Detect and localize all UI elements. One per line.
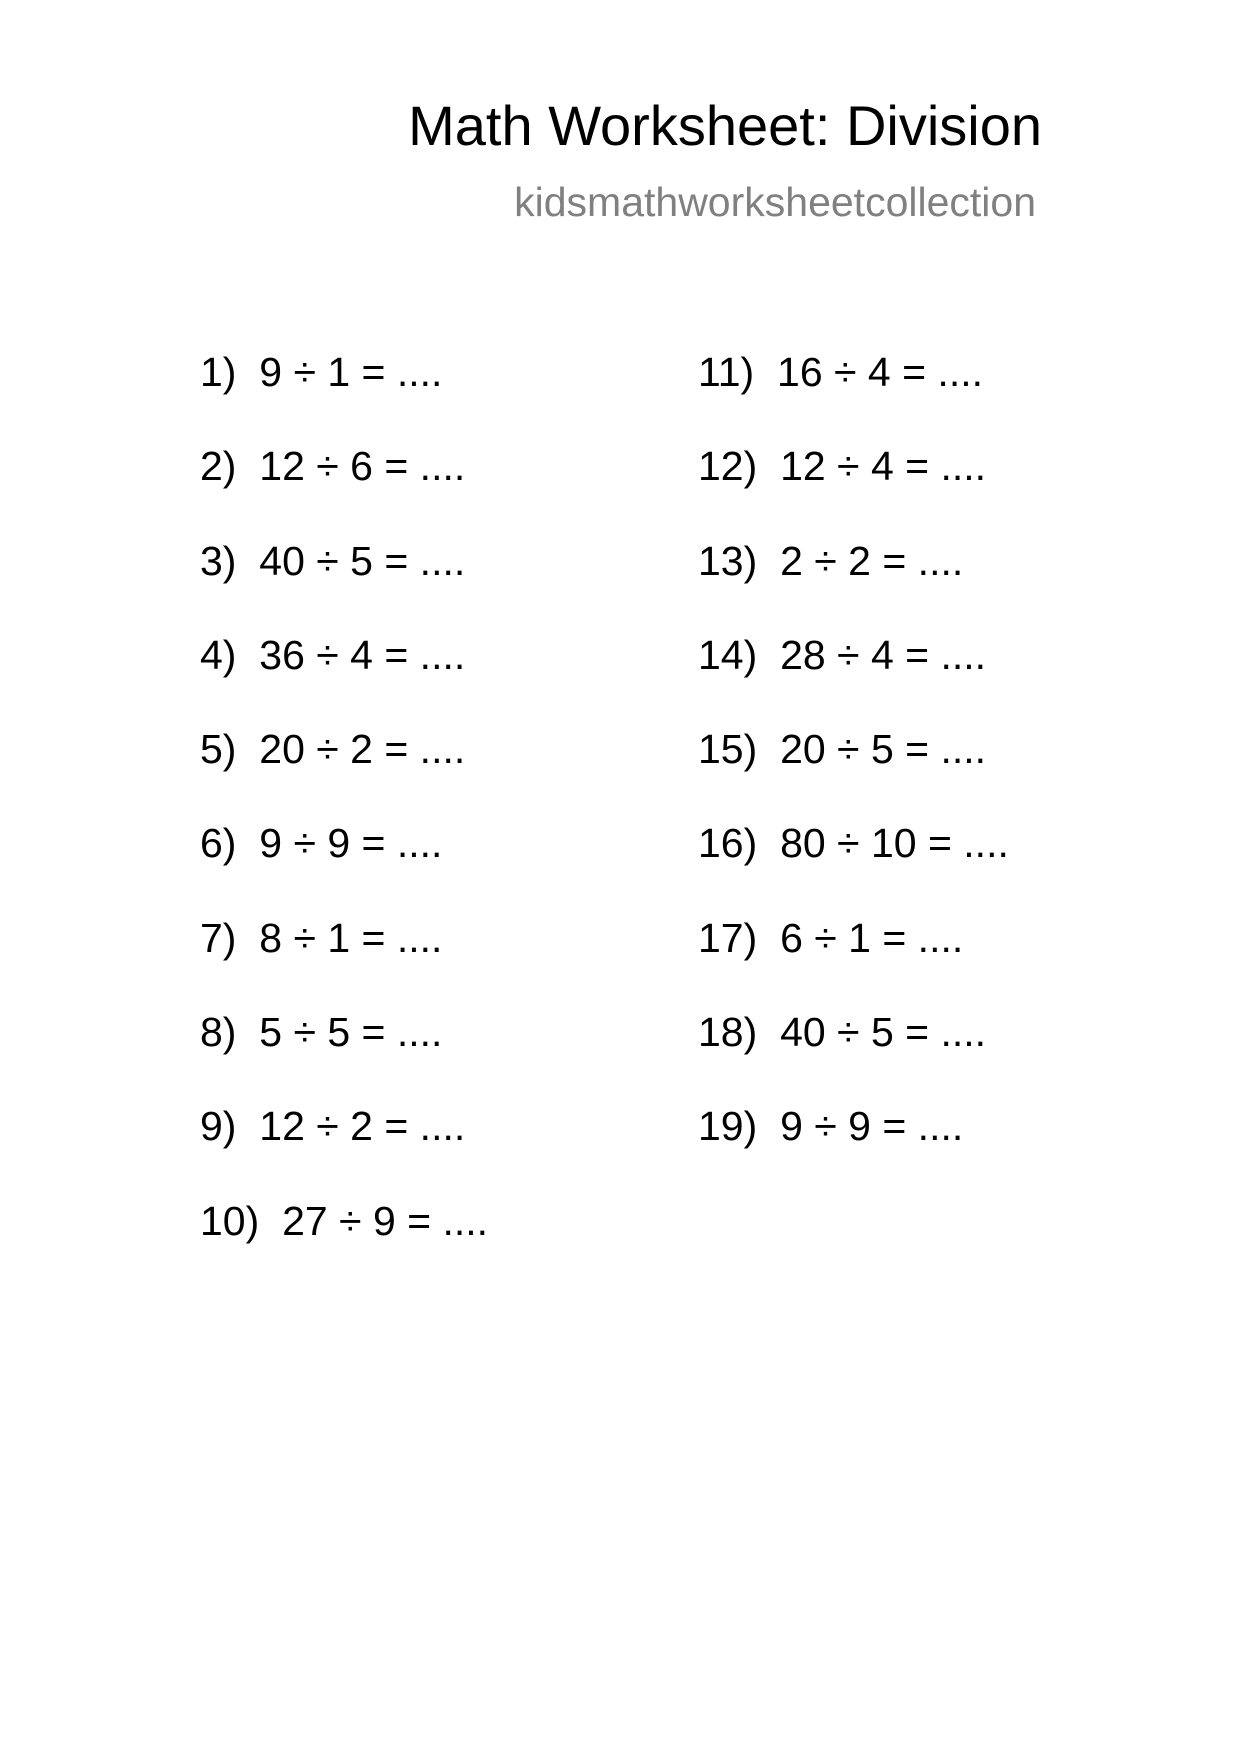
problem-4 (200, 631, 488, 729)
problem-expression: 9 ÷ 9 = .... (259, 820, 443, 867)
problem-expression: 6 ÷ 1 = .... (780, 914, 964, 961)
problem-9 (200, 1103, 488, 1200)
problem-number: 12) (698, 443, 758, 490)
problem-expression: 27 ÷ 9 = .... (282, 1197, 489, 1244)
problem-expression: 5 ÷ 5 = .... (259, 1009, 443, 1056)
problem-expression: 20 ÷ 5 = .... (780, 726, 987, 773)
problem-number: 15) (698, 726, 758, 773)
worksheet-title: Math Worksheet: Division (408, 94, 1042, 157)
problem-number: 11) (698, 349, 755, 395)
problem-expression: 9 ÷ 9 = .... (780, 1103, 964, 1150)
problem-number: 8) (200, 1009, 237, 1056)
problem-expression: 80 ÷ 10 = .... (780, 820, 1009, 867)
problem-17 (698, 914, 1009, 1012)
problem-expression: 40 ÷ 5 = .... (780, 1009, 987, 1056)
problem-number: 2) (200, 443, 237, 490)
problem-expression: 8 ÷ 1 = .... (259, 914, 443, 961)
problem-5 (200, 726, 488, 823)
problem-14 (698, 631, 1009, 729)
problem-number: 17) (698, 914, 758, 961)
problem-expression: 40 ÷ 5 = .... (259, 537, 466, 584)
worksheet-subtitle: kidsmathworksheetcollection (514, 179, 1036, 225)
problem-expression: 28 ÷ 4 = .... (780, 631, 987, 678)
problem-15 (698, 726, 1009, 823)
problem-expression: 12 ÷ 2 = .... (259, 1103, 466, 1150)
problem-number: 16) (698, 820, 758, 867)
problem-expression: 2 ÷ 2 = .... (780, 537, 964, 584)
problem-7 (200, 914, 488, 1012)
problems-right-column (698, 349, 1009, 1201)
problem-number: 9) (200, 1103, 237, 1150)
problem-19 (698, 1103, 1009, 1200)
problem-1 (200, 349, 488, 446)
problem-number: 18) (698, 1009, 758, 1056)
problem-number: 19) (698, 1103, 758, 1150)
problem-number: 1) (200, 349, 237, 395)
problem-10 (200, 1197, 489, 1295)
problem-3 (200, 537, 488, 635)
problem-number: 14) (698, 631, 758, 678)
problem-13 (698, 537, 1009, 635)
problem-expression: 36 ÷ 4 = .... (259, 631, 466, 678)
problem-6 (200, 820, 488, 917)
problem-number: 6) (200, 820, 237, 867)
problem-number: 13) (698, 537, 758, 584)
problem-number: 7) (200, 914, 237, 961)
problem-expression: 16 ÷ 4 = .... (777, 349, 983, 395)
problem-expression: 12 ÷ 6 = .... (259, 443, 466, 490)
problem-expression: 20 ÷ 2 = .... (259, 726, 466, 773)
problem-number: 5) (200, 726, 237, 773)
problems-left-column (200, 349, 489, 1295)
problem-2 (200, 443, 488, 540)
problem-18 (698, 1009, 1009, 1106)
problem-8 (200, 1009, 488, 1106)
problem-11 (698, 349, 1009, 446)
problem-expression: 12 ÷ 4 = .... (780, 443, 987, 490)
problem-16 (698, 820, 1009, 917)
problem-12 (698, 443, 1009, 540)
problem-number: 10) (200, 1197, 260, 1244)
problem-number: 4) (200, 631, 237, 678)
problem-number: 3) (200, 537, 237, 584)
problem-expression: 9 ÷ 1 = .... (259, 349, 443, 395)
